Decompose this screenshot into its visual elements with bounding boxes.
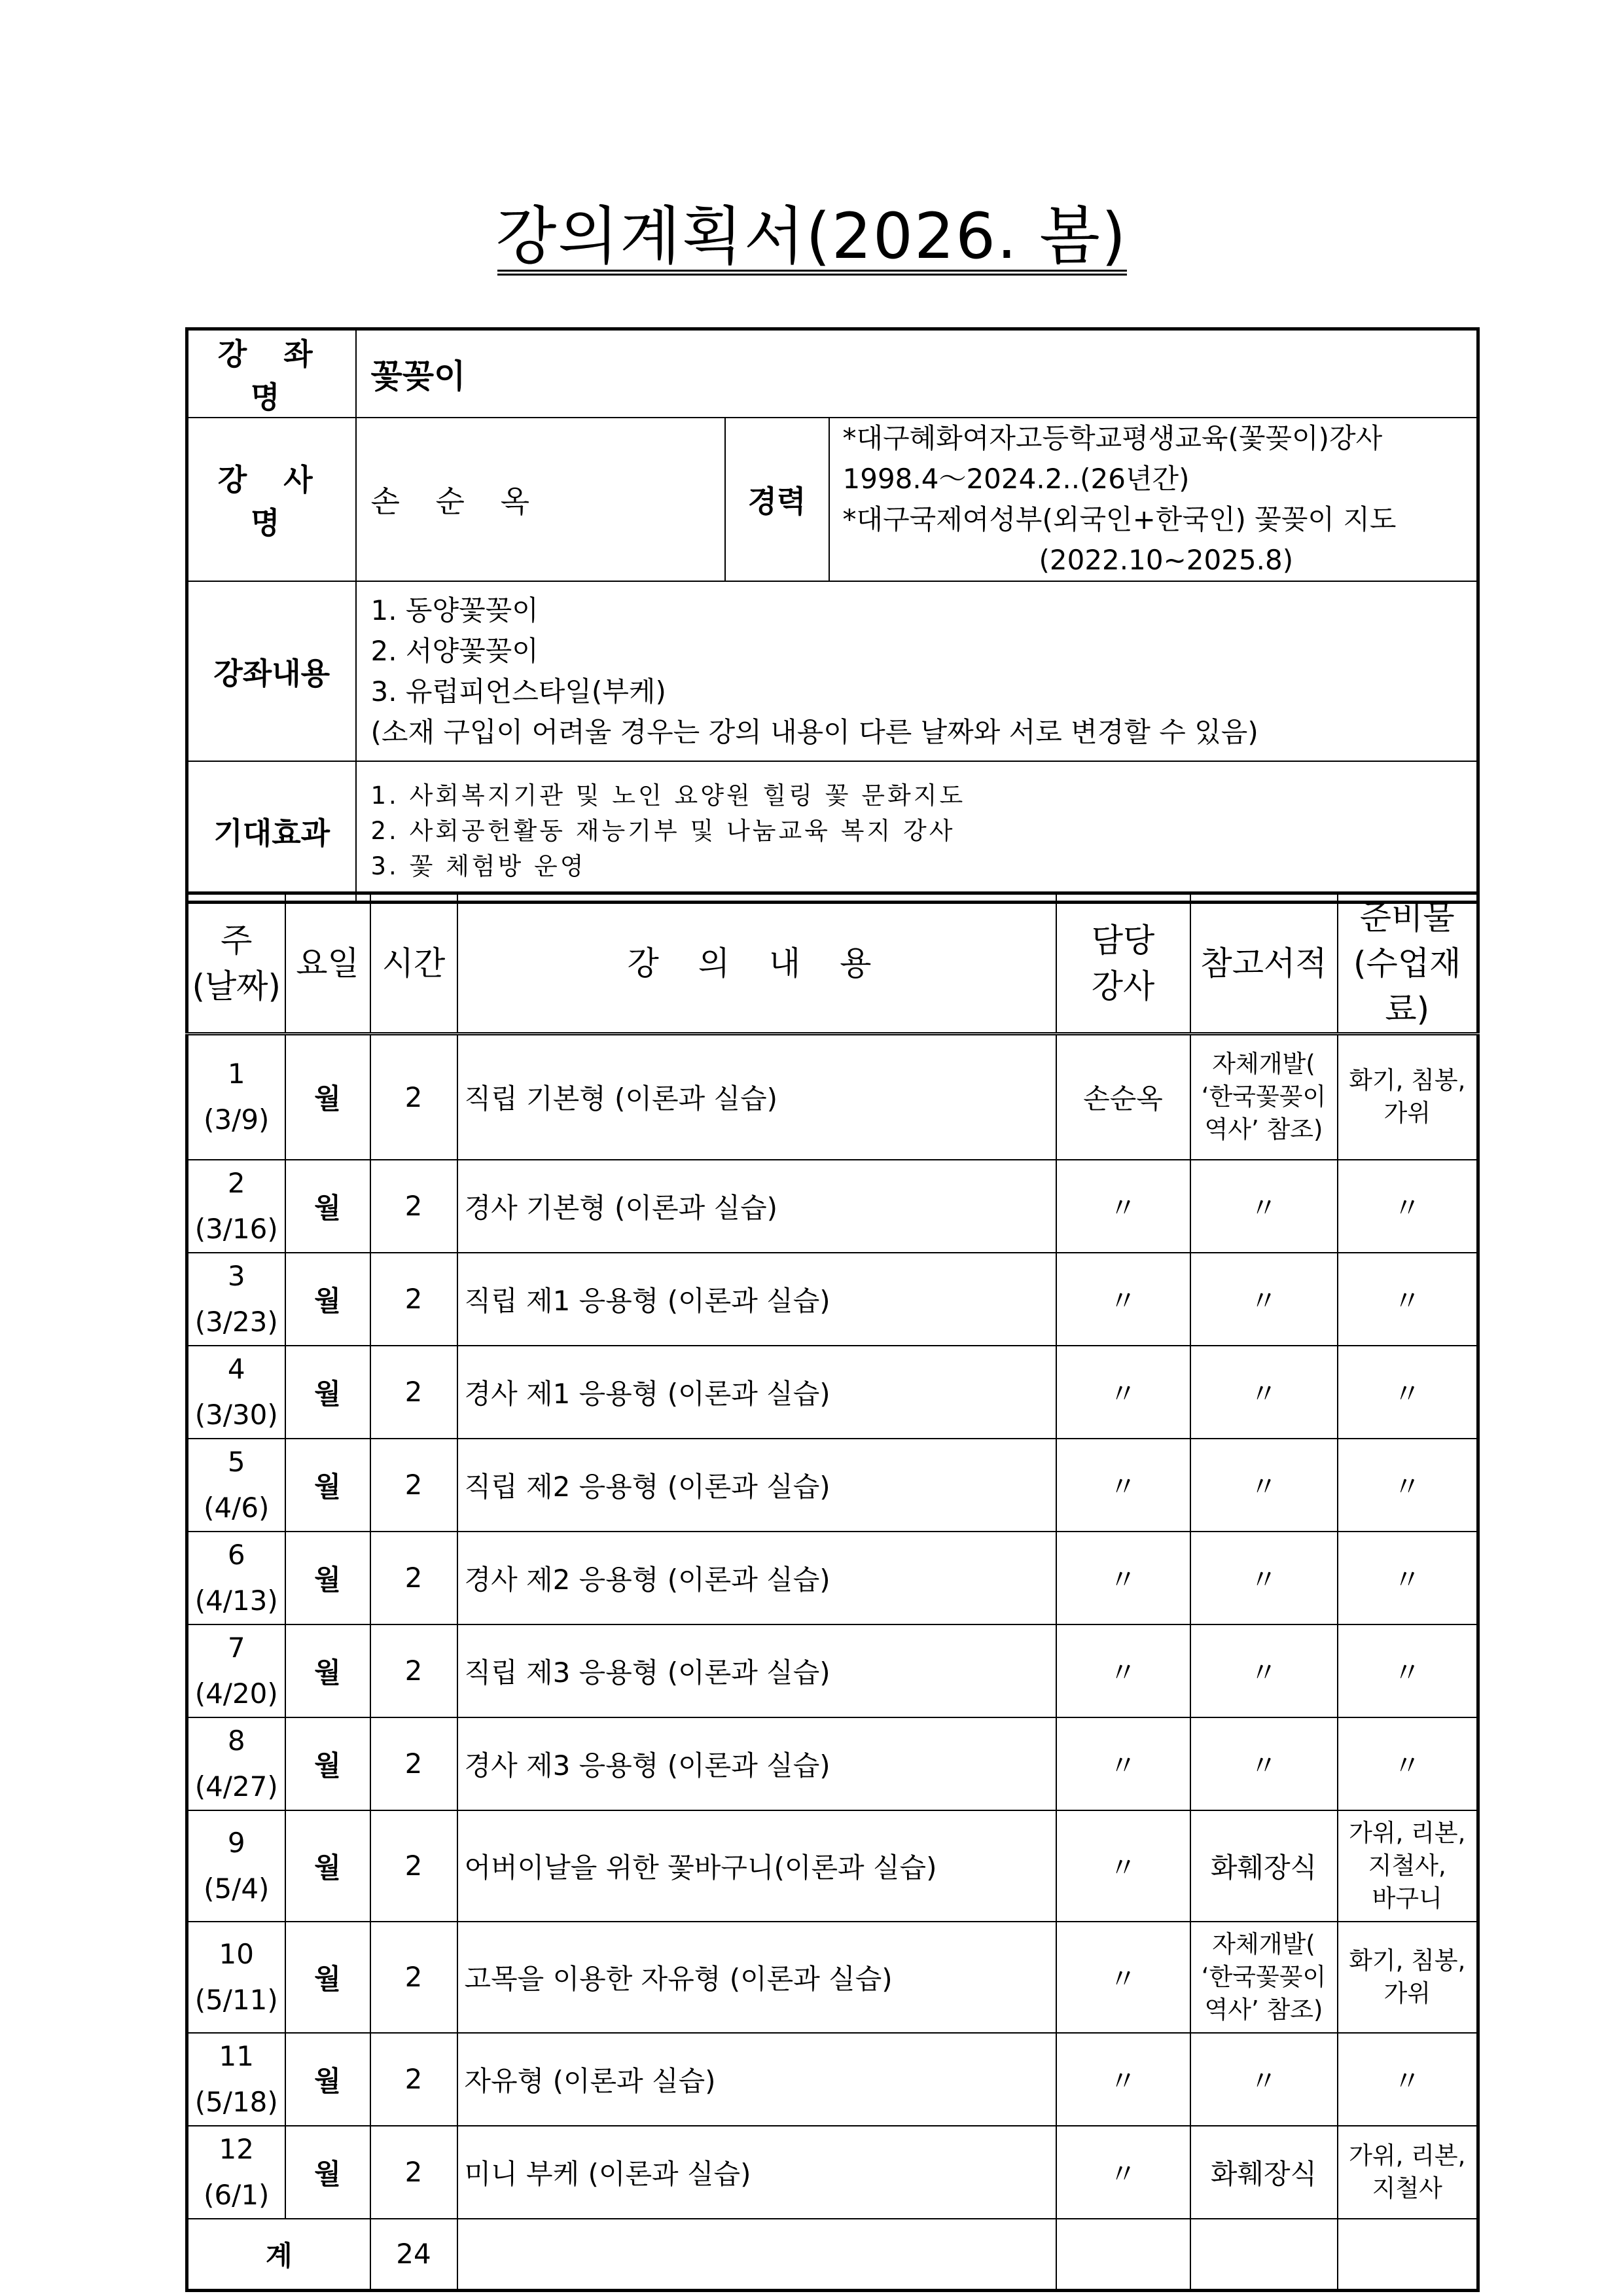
week-date: (6/1) bbox=[204, 2178, 270, 2211]
schedule-row bbox=[187, 1160, 1478, 1253]
content-cell: 미니 부케 (이론과 실습) bbox=[457, 2126, 1056, 2219]
teacher-cell: 〃 bbox=[1056, 2126, 1190, 2219]
header-teacher-line: 강사 bbox=[1091, 967, 1155, 1005]
hours-cell: 2 bbox=[370, 1439, 457, 1532]
hours-cell: 2 bbox=[370, 1922, 457, 2033]
career-line: (2022.10~2025.8) bbox=[1039, 544, 1294, 576]
reference-cell bbox=[1190, 1253, 1338, 1346]
reference-line: 〃 bbox=[1249, 1470, 1277, 1503]
content-value bbox=[356, 581, 1478, 761]
schedule-row bbox=[187, 1253, 1478, 1346]
day-cell: 월 bbox=[285, 1922, 370, 2033]
course-info-table bbox=[185, 327, 1480, 904]
week-date: (4/20) bbox=[194, 1677, 278, 1710]
content-cell: 직립 기본형 (이론과 실습) bbox=[457, 1034, 1056, 1160]
materials-cell bbox=[1338, 1439, 1478, 1532]
week-number: 3 bbox=[227, 1259, 245, 1292]
reference-line: 화훼장식 bbox=[1210, 2157, 1317, 2190]
week-cell bbox=[187, 1810, 285, 1922]
week-number: 11 bbox=[219, 2039, 254, 2072]
schedule-row bbox=[187, 1810, 1478, 1922]
header-reference: 참고서적 bbox=[1190, 893, 1338, 1034]
schedule-row bbox=[187, 2033, 1478, 2126]
content-row bbox=[187, 581, 1478, 761]
effect-value bbox=[356, 761, 1478, 902]
hours-cell: 2 bbox=[370, 2126, 457, 2219]
materials-line: 〃 bbox=[1393, 1191, 1421, 1224]
reference-cell bbox=[1190, 2126, 1338, 2219]
title-underline bbox=[497, 270, 1127, 276]
materials-line: 가위 bbox=[1383, 1979, 1431, 2007]
teacher-cell: 〃 bbox=[1056, 2033, 1190, 2126]
content-cell: 경사 기본형 (이론과 실습) bbox=[457, 1160, 1056, 1253]
content-line: 3. 유럽피언스타일(부케) bbox=[370, 675, 666, 708]
schedule-row bbox=[187, 1624, 1478, 1717]
week-date: (3/23) bbox=[194, 1305, 278, 1338]
week-number: 2 bbox=[227, 1166, 245, 1199]
materials-line: 화기, 침봉, bbox=[1349, 1946, 1466, 1975]
materials-line: 〃 bbox=[1393, 2064, 1421, 2097]
teacher-cell: 〃 bbox=[1056, 1439, 1190, 1532]
week-cell bbox=[187, 1532, 285, 1624]
reference-line: 〃 bbox=[1249, 1563, 1277, 1596]
reference-line: 자체개발( bbox=[1212, 1929, 1315, 1958]
instructor-row bbox=[187, 418, 1478, 581]
course-label: 강 좌 명 bbox=[187, 329, 356, 418]
reference-line: 〃 bbox=[1249, 1284, 1277, 1317]
teacher-cell: 〃 bbox=[1056, 1532, 1190, 1624]
week-cell bbox=[187, 2033, 285, 2126]
day-cell: 월 bbox=[285, 1253, 370, 1346]
effect-line: 1. 사회복지기관 및 노인 요양원 힐링 꽃 문화지도 bbox=[370, 781, 966, 810]
materials-line: 바구니 bbox=[1372, 1884, 1442, 1912]
schedule-body bbox=[187, 1034, 1478, 2219]
week-cell bbox=[187, 2126, 285, 2219]
reference-line: 〃 bbox=[1249, 1749, 1277, 1782]
week-number: 10 bbox=[219, 1937, 254, 1970]
reference-cell bbox=[1190, 1810, 1338, 1922]
header-teacher-line: 담당 bbox=[1091, 922, 1155, 960]
day-cell: 월 bbox=[285, 1624, 370, 1717]
teacher-cell: 〃 bbox=[1056, 1253, 1190, 1346]
materials-cell bbox=[1338, 1346, 1478, 1439]
total-label: 계 bbox=[187, 2219, 370, 2291]
header-teacher bbox=[1056, 893, 1190, 1034]
course-value: 꽃꽂이 bbox=[356, 329, 1478, 418]
week-cell bbox=[187, 1717, 285, 1810]
week-date: (3/9) bbox=[204, 1103, 270, 1136]
materials-cell bbox=[1338, 2126, 1478, 2219]
content-label: 강좌내용 bbox=[187, 581, 356, 761]
total-empty bbox=[1190, 2219, 1338, 2291]
reference-line: 〃 bbox=[1249, 1191, 1277, 1224]
reference-line: 〃 bbox=[1249, 2064, 1277, 2097]
reference-line: 〃 bbox=[1249, 1656, 1277, 1689]
week-number: 7 bbox=[227, 1631, 245, 1664]
hours-cell: 2 bbox=[370, 1253, 457, 1346]
header-materials bbox=[1338, 893, 1478, 1034]
materials-cell bbox=[1338, 2033, 1478, 2126]
teacher-cell: 〃 bbox=[1056, 1810, 1190, 1922]
reference-cell bbox=[1190, 1717, 1338, 1810]
day-cell: 월 bbox=[285, 1034, 370, 1160]
content-cell: 경사 제2 응용형 (이론과 실습) bbox=[457, 1532, 1056, 1624]
materials-cell bbox=[1338, 1532, 1478, 1624]
total-empty bbox=[457, 2219, 1056, 2291]
week-date: (4/13) bbox=[194, 1584, 278, 1617]
materials-line: 〃 bbox=[1393, 1563, 1421, 1596]
day-cell: 월 bbox=[285, 1160, 370, 1253]
teacher-cell: 〃 bbox=[1056, 1160, 1190, 1253]
materials-line: 〃 bbox=[1393, 1377, 1421, 1410]
career-line: *대구혜화여자고등학교평생교육(꽃꽂이)강사 bbox=[842, 422, 1383, 454]
header-week bbox=[187, 893, 285, 1034]
reference-line: 역사’ 참조) bbox=[1204, 1115, 1323, 1144]
reference-cell bbox=[1190, 1922, 1338, 2033]
materials-line: 지철사, bbox=[1368, 1851, 1446, 1880]
content-cell: 경사 제1 응용형 (이론과 실습) bbox=[457, 1346, 1056, 1439]
week-date: (5/4) bbox=[204, 1872, 270, 1905]
materials-cell bbox=[1338, 1810, 1478, 1922]
reference-cell bbox=[1190, 1346, 1338, 1439]
header-week-line: (날짜) bbox=[192, 967, 281, 1005]
reference-cell bbox=[1190, 2033, 1338, 2126]
content-cell: 어버이날을 위한 꽃바구니(이론과 실습) bbox=[457, 1810, 1056, 1922]
week-date: (4/6) bbox=[204, 1491, 270, 1524]
teacher-cell: 〃 bbox=[1056, 1624, 1190, 1717]
week-date: (5/11) bbox=[194, 1983, 278, 2016]
reference-line: ‘한국꽃꽂이 bbox=[1201, 1962, 1327, 1991]
teacher-cell: 손순옥 bbox=[1056, 1034, 1190, 1160]
week-number: 8 bbox=[227, 1724, 245, 1757]
week-number: 6 bbox=[227, 1538, 245, 1571]
reference-line: ‘한국꽃꽂이 bbox=[1201, 1083, 1327, 1111]
hours-cell: 2 bbox=[370, 1624, 457, 1717]
week-cell bbox=[187, 1160, 285, 1253]
materials-line: 가위, 리본, bbox=[1349, 2141, 1466, 2170]
materials-cell bbox=[1338, 1922, 1478, 2033]
reference-cell bbox=[1190, 1160, 1338, 1253]
reference-cell bbox=[1190, 1624, 1338, 1717]
week-number: 12 bbox=[219, 2132, 254, 2165]
header-materials-line: (수업재료) bbox=[1353, 944, 1461, 1028]
header-day: 요일 bbox=[285, 893, 370, 1034]
content-cell: 경사 제3 응용형 (이론과 실습) bbox=[457, 1717, 1056, 1810]
course-row bbox=[187, 329, 1478, 418]
header-content: 강 의 내 용 bbox=[457, 893, 1056, 1034]
reference-line: 자체개발( bbox=[1212, 1050, 1315, 1079]
reference-cell bbox=[1190, 1532, 1338, 1624]
hours-cell: 2 bbox=[370, 1034, 457, 1160]
teacher-cell: 〃 bbox=[1056, 1346, 1190, 1439]
materials-cell bbox=[1338, 1253, 1478, 1346]
schedule-row bbox=[187, 1717, 1478, 1810]
content-line: 2. 서양꽃꽂이 bbox=[370, 634, 539, 667]
week-number: 4 bbox=[227, 1352, 245, 1385]
total-hours: 24 bbox=[370, 2219, 457, 2291]
content-cell: 직립 제2 응용형 (이론과 실습) bbox=[457, 1439, 1056, 1532]
day-cell: 월 bbox=[285, 1810, 370, 1922]
week-cell bbox=[187, 1439, 285, 1532]
day-cell: 월 bbox=[285, 1346, 370, 1439]
week-date: (5/18) bbox=[194, 2085, 278, 2118]
hours-cell: 2 bbox=[370, 1160, 457, 1253]
materials-cell bbox=[1338, 1717, 1478, 1810]
content-cell: 자유형 (이론과 실습) bbox=[457, 2033, 1056, 2126]
week-date: (4/27) bbox=[194, 1770, 278, 1803]
schedule-row bbox=[187, 1922, 1478, 2033]
header-hours: 시간 bbox=[370, 893, 457, 1034]
effect-label: 기대효과 bbox=[187, 761, 356, 902]
materials-line: 가위 bbox=[1383, 1099, 1431, 1128]
week-number: 9 bbox=[227, 1826, 245, 1859]
effect-line: 3. 꽃 체험방 운영 bbox=[370, 852, 586, 880]
week-cell bbox=[187, 1346, 285, 1439]
page-title: 강의계획서(2026. 봄) bbox=[495, 200, 1128, 273]
reference-line: 화훼장식 bbox=[1210, 1851, 1317, 1884]
schedule-row bbox=[187, 2126, 1478, 2219]
materials-cell bbox=[1338, 1034, 1478, 1160]
week-cell bbox=[187, 1034, 285, 1160]
instructor-label: 강 사 명 bbox=[187, 418, 356, 581]
materials-cell bbox=[1338, 1160, 1478, 1253]
week-cell bbox=[187, 1922, 285, 2033]
week-cell bbox=[187, 1624, 285, 1717]
header-materials-line: 준비물 bbox=[1359, 899, 1455, 937]
effect-line: 2. 사회공헌활동 재능기부 및 나눔교육 복지 강사 bbox=[370, 816, 955, 845]
schedule-table bbox=[185, 891, 1480, 2292]
week-date: (3/30) bbox=[194, 1398, 278, 1431]
career-line: 1998.4～2024.2..(26년간) bbox=[842, 463, 1190, 495]
week-date: (3/16) bbox=[194, 1212, 278, 1245]
schedule-row bbox=[187, 1346, 1478, 1439]
content-cell: 직립 제1 응용형 (이론과 실습) bbox=[457, 1253, 1056, 1346]
content-cell: 직립 제3 응용형 (이론과 실습) bbox=[457, 1624, 1056, 1717]
week-number: 1 bbox=[227, 1058, 245, 1090]
effect-row bbox=[187, 761, 1478, 902]
hours-cell: 2 bbox=[370, 2033, 457, 2126]
materials-line: 화기, 침봉, bbox=[1349, 1066, 1466, 1095]
content-line: (소재 구입이 어려울 경우는 강의 내용이 다른 날짜와 서로 변경할 수 있음) bbox=[370, 715, 1258, 748]
week-cell bbox=[187, 1253, 285, 1346]
materials-line: 〃 bbox=[1393, 1470, 1421, 1503]
content-cell: 고목을 이용한 자유형 (이론과 실습) bbox=[457, 1922, 1056, 2033]
content-line: 1. 동양꽃꽂이 bbox=[370, 594, 539, 626]
materials-line: 〃 bbox=[1393, 1749, 1421, 1782]
hours-cell: 2 bbox=[370, 1717, 457, 1810]
reference-line: 역사’ 참조) bbox=[1204, 1995, 1323, 2024]
schedule-header-row bbox=[187, 893, 1478, 1034]
hours-cell: 2 bbox=[370, 1532, 457, 1624]
schedule-row bbox=[187, 1439, 1478, 1532]
schedule-row bbox=[187, 1532, 1478, 1624]
week-number: 5 bbox=[227, 1445, 245, 1478]
reference-cell bbox=[1190, 1439, 1338, 1532]
day-cell: 월 bbox=[285, 1532, 370, 1624]
reference-line: 〃 bbox=[1249, 1377, 1277, 1410]
materials-line: 가위, 리본, bbox=[1349, 1818, 1466, 1847]
total-empty bbox=[1056, 2219, 1190, 2291]
teacher-cell: 〃 bbox=[1056, 1717, 1190, 1810]
day-cell: 월 bbox=[285, 1439, 370, 1532]
career-label: 경력 bbox=[725, 418, 829, 581]
materials-cell bbox=[1338, 1624, 1478, 1717]
hours-cell: 2 bbox=[370, 1810, 457, 1922]
materials-line: 〃 bbox=[1393, 1284, 1421, 1317]
reference-cell bbox=[1190, 1034, 1338, 1160]
teacher-cell: 〃 bbox=[1056, 1922, 1190, 2033]
day-cell: 월 bbox=[285, 2033, 370, 2126]
career-line: *대구국제여성부(외국인+한국인) 꽃꽂이 지도 bbox=[842, 503, 1397, 535]
total-row bbox=[187, 2219, 1478, 2291]
instructor-value: 손 순 옥 bbox=[356, 418, 725, 581]
hours-cell: 2 bbox=[370, 1346, 457, 1439]
day-cell: 월 bbox=[285, 2126, 370, 2219]
schedule-row bbox=[187, 1034, 1478, 1160]
header-week-line: 주 bbox=[221, 922, 253, 960]
career-value bbox=[829, 418, 1478, 581]
total-empty bbox=[1338, 2219, 1478, 2291]
day-cell: 월 bbox=[285, 1717, 370, 1810]
materials-line: 지철사 bbox=[1372, 2174, 1442, 2202]
materials-line: 〃 bbox=[1393, 1656, 1421, 1689]
